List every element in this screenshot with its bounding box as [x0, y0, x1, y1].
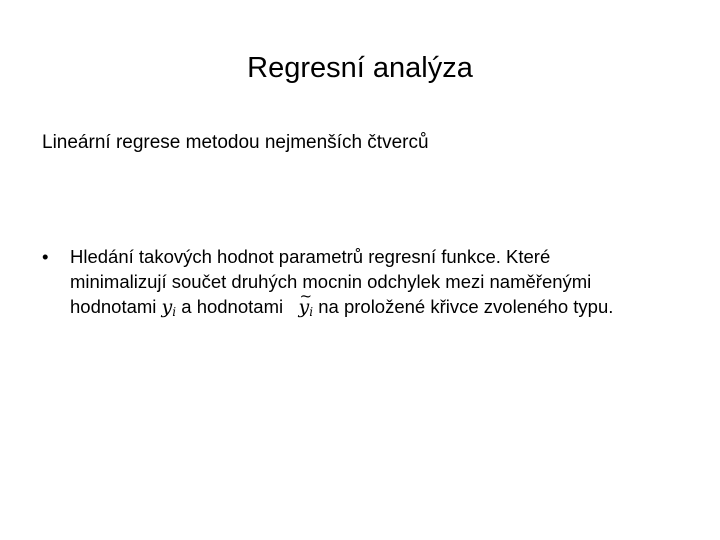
math-y-i-base: y: [161, 296, 173, 318]
bullet-list: [42, 244, 682, 320]
bullet-marker: •: [42, 246, 49, 267]
math-y-i-subscript: i: [172, 305, 177, 319]
math-y-tilde-i: [299, 296, 314, 318]
bullet-line-3: [70, 294, 682, 320]
bullet-line-2: minimalizují součet druhých mocnin odchylek mezi naměřenými: [70, 271, 592, 292]
bullet-item: [42, 244, 682, 320]
text-na-prolozene: na proložené křivce zvoleného typu.: [313, 296, 614, 317]
text-a-hodnotami: a hodnotami: [176, 296, 289, 317]
slide-title: Regresní analýza: [247, 52, 473, 84]
math-y-tilde-base: ~ y: [299, 295, 310, 320]
text-hodnotami: hodnotami: [70, 296, 162, 317]
slide-subtitle: Lineární regrese metodou nejmenších čtverců: [42, 132, 429, 153]
math-y-tilde-subscript: i: [309, 305, 314, 319]
math-y-i: [162, 296, 177, 318]
bullet-line-1: Hledání takových hodnot parametrů regresní funkce. Které: [70, 246, 551, 267]
